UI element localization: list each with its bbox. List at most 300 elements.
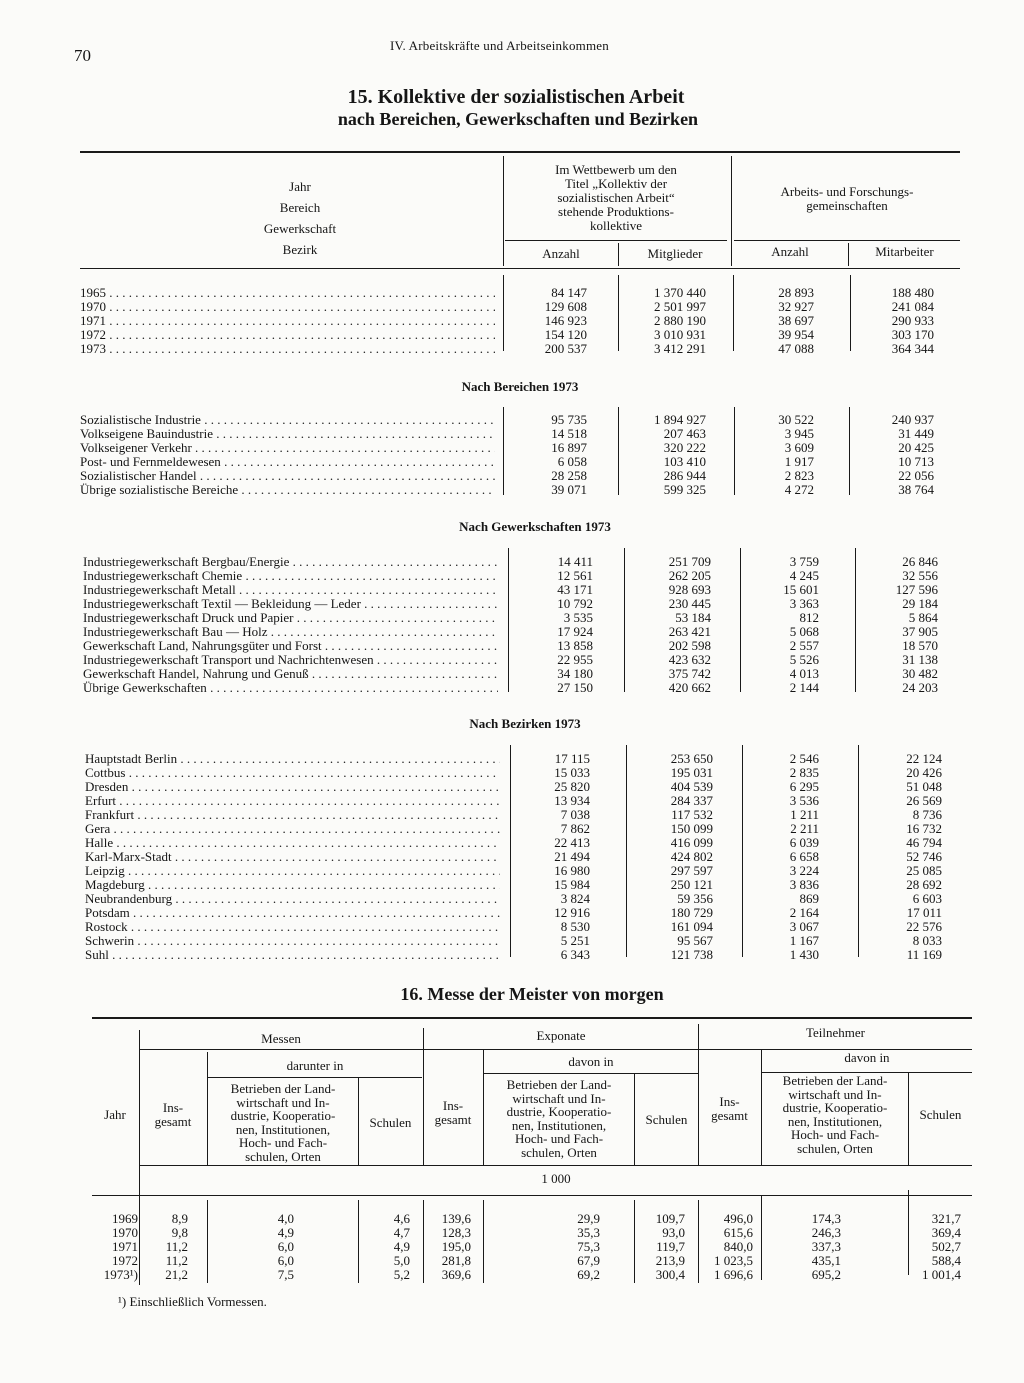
table-row: [0, 300, 1024, 314]
cell-ag-anzahl: 3 759: [789, 554, 819, 569]
betrieben-line4: nen, Institutionen,: [511, 1117, 607, 1133]
cell-mitglieder: 928 693: [668, 582, 711, 597]
insgesamt-line1: Ins-: [719, 1094, 740, 1109]
table-row: [0, 948, 1024, 962]
cell-teilnehmer-betrieben: 246,3: [811, 1225, 841, 1240]
group1-head-line2: Titel „Kollektiv der: [564, 176, 668, 191]
cell-mitarbeiter: 26 569: [906, 793, 942, 808]
cell-anzahl: 200 537: [544, 341, 587, 356]
cell-anzahl: 13 934: [554, 793, 590, 808]
cell-anzahl: 14 518: [551, 426, 587, 441]
table-row: [0, 583, 1024, 597]
cell-mitglieder: 180 729: [670, 905, 713, 920]
table16-subgroup-underline-exponate: [484, 1073, 698, 1074]
row-label: Gewerkschaft Handel, Nahrung und Genuß . . .: [83, 667, 498, 681]
cell-mitglieder: 250 121: [670, 877, 713, 892]
cell-mitarbeiter: 26 846: [902, 554, 938, 569]
cell-messen-insgesamt: 11,2: [165, 1253, 188, 1268]
betrieben-line2: wirtschaft und In-: [236, 1094, 330, 1110]
cell-messen-schulen: 4,7: [393, 1225, 410, 1240]
table-row: [0, 1226, 1024, 1240]
cell-messen-insgesamt: 8,9: [171, 1211, 188, 1226]
cell-mitarbeiter: 46 794: [906, 835, 942, 850]
cell-ag-anzahl: 4 245: [789, 568, 819, 583]
betrieben-line3: dustrie, Kooperatio-: [230, 1108, 336, 1123]
cell-teilnehmer-schulen: 1 001,4: [922, 1267, 961, 1282]
section-head-gewerkschaften: Nach Gewerkschaften 1973: [459, 519, 611, 534]
stub-head-jahr: Jahr: [289, 179, 311, 194]
cell-mitarbeiter: 8 033: [912, 933, 942, 948]
cell-ag-anzahl: 4 272: [784, 482, 814, 497]
table-row: [0, 455, 1024, 469]
cell-mitarbeiter: 303 170: [891, 327, 934, 342]
cell-messen-schulen: 5,2: [393, 1267, 410, 1282]
table-row: [0, 469, 1024, 483]
table-row: [0, 667, 1024, 681]
cell-anzahl: 22 955: [557, 652, 593, 667]
t16-head-exponate-schulen: Schulen: [645, 1112, 688, 1127]
cell-anzahl: 28 258: [551, 468, 587, 483]
cell-mitglieder: 262 205: [668, 568, 711, 583]
cell-teilnehmer-schulen: 321,7: [931, 1211, 961, 1226]
cell-exponate-schulen: 109,7: [655, 1211, 685, 1226]
table15-group2-underline: [734, 240, 960, 241]
cell-ag-anzahl: 2 211: [790, 821, 819, 836]
cell-ag-anzahl: 1 917: [784, 454, 814, 469]
cell-mitglieder: 286 944: [663, 468, 706, 483]
cell-ag-anzahl: 2 835: [789, 765, 819, 780]
section-head-bezirke: Nach Bezirken 1973: [469, 716, 581, 731]
cell-exponate-insgesamt: 128,3: [441, 1225, 471, 1240]
betrieben-line1: Betrieben der Land-: [506, 1077, 612, 1092]
table16-top-rule: [92, 1017, 972, 1019]
cell-anzahl: 17 924: [557, 624, 593, 639]
row-label: Rostock . . .: [85, 920, 500, 934]
row-label: Industriegewerkschaft Druck und Papier . . .: [83, 611, 498, 625]
col-head-mitarbeiter: Mitarbeiter: [875, 244, 934, 259]
cell-teilnehmer-schulen: 588,4: [931, 1253, 961, 1268]
t16-head-teilnehmer-insgesamt: [699, 1095, 760, 1122]
table15-stub-head: [180, 176, 420, 260]
cell-ag-anzahl: 1 167: [789, 933, 819, 948]
betrieben-line4: nen, Institutionen,: [787, 1113, 883, 1129]
cell-mitglieder: 253 650: [670, 751, 713, 766]
cell-anzahl: 13 858: [557, 638, 593, 653]
t16-unit-label: 1 000: [541, 1171, 571, 1186]
row-year: 1973¹): [103, 1267, 138, 1282]
cell-ag-anzahl: 5 068: [789, 624, 819, 639]
cell-mitglieder: 207 463: [663, 426, 706, 441]
cell-teilnehmer-betrieben: 174,3: [811, 1211, 841, 1226]
row-label: Gera . . .: [85, 822, 500, 836]
col-head-anzahl-1: Anzahl: [542, 246, 580, 261]
cell-exponate-insgesamt: 195,0: [441, 1239, 471, 1254]
table-row: [0, 864, 1024, 878]
table15-header-divider-1: [503, 156, 504, 266]
table15-title-line1: 15. Kollektive der sozialistischen Arbeit: [347, 86, 685, 108]
cell-messen-betrieben: 4,9: [277, 1225, 294, 1240]
row-year: 1969: [112, 1211, 138, 1226]
cell-anzahl: 39 071: [551, 482, 587, 497]
cell-teilnehmer-insgesamt: 496,0: [723, 1211, 753, 1226]
row-label: Übrige sozialistische Bereiche . . .: [80, 483, 495, 497]
cell-anzahl: 16 897: [551, 440, 587, 455]
cell-ag-anzahl: 3 836: [789, 877, 819, 892]
t16-head-davon-in-teilnehmer: davon in: [844, 1050, 890, 1065]
table-row: [0, 653, 1024, 667]
betrieben-line1: Betrieben der Land-: [782, 1073, 888, 1088]
cell-anzahl: 5 251: [560, 933, 590, 948]
cell-ag-anzahl: 2 557: [789, 638, 819, 653]
cell-teilnehmer-betrieben: 435,1: [811, 1253, 841, 1268]
table-row: [0, 1240, 1024, 1254]
table15-title-line2: nach Bereichen, Gewerkschaften und Bezirken: [337, 109, 699, 129]
row-label: Frankfurt . . .: [85, 808, 500, 822]
row-year: 1972: [112, 1253, 138, 1268]
group1-head-line3: sozialistischen Arbeit“: [557, 190, 675, 205]
table16-header-bottom-rule: [92, 1195, 972, 1196]
cell-ag-anzahl: 3 536: [789, 793, 819, 808]
row-label: Industriegewerkschaft Textil — Bekleidung — Leder . . .: [83, 597, 498, 611]
row-label: Industriegewerkschaft Bau — Holz . . .: [83, 625, 498, 639]
cell-mitglieder: 195 031: [670, 765, 713, 780]
row-label: Volkseigener Verkehr . . .: [80, 441, 495, 455]
cell-anzahl: 146 923: [544, 313, 587, 328]
cell-mitarbeiter: 8 736: [912, 807, 942, 822]
cell-ag-anzahl: 6 658: [789, 849, 819, 864]
row-label: Potsdam . . .: [85, 906, 500, 920]
cell-anzahl: 14 411: [557, 554, 593, 569]
cell-anzahl: 7 038: [560, 807, 590, 822]
cell-ag-anzahl: 869: [799, 891, 819, 906]
cell-ag-anzahl: 5 526: [789, 652, 819, 667]
cell-anzahl: 3 535: [563, 610, 593, 625]
cell-anzahl: 12 916: [554, 905, 590, 920]
cell-mitarbeiter: 17 011: [906, 905, 942, 920]
betrieben-line6: schulen, Orten: [797, 1140, 873, 1156]
cell-mitarbeiter: 11 169: [906, 947, 942, 962]
cell-mitglieder: 416 099: [670, 835, 713, 850]
t16-head-messen-betrieben: [208, 1082, 358, 1163]
cell-messen-betrieben: 6,0: [277, 1253, 294, 1268]
page-number: 70: [74, 46, 91, 65]
cell-ag-anzahl: 3 363: [789, 596, 819, 611]
cell-anzahl: 25 820: [554, 779, 590, 794]
table-row: [0, 1268, 1024, 1282]
table15-title: [0, 86, 1024, 130]
cell-messen-schulen: 4,9: [393, 1239, 410, 1254]
row-label: Übrige Gewerkschaften . . .: [83, 681, 498, 695]
cell-anzahl: 16 980: [554, 863, 590, 878]
table-row: [0, 794, 1024, 808]
table15-group1-underline: [505, 240, 727, 241]
betrieben-line6: schulen, Orten: [245, 1148, 321, 1164]
table-row: [0, 934, 1024, 948]
cell-mitarbeiter: 38 764: [898, 482, 934, 497]
cell-mitglieder: 103 410: [663, 454, 706, 469]
cell-mitarbeiter: 30 482: [902, 666, 938, 681]
row-label: Industriegewerkschaft Bergbau/Energie . . .: [83, 555, 498, 569]
table16-title: 16. Messe der Meister von morgen: [400, 984, 664, 1004]
section-head-bereiche: Nach Bereichen 1973: [461, 379, 579, 394]
group1-head-line1: Im Wettbewerb um den: [555, 162, 677, 177]
t16-head-exponate-betrieben: [484, 1078, 634, 1159]
table-row: [0, 752, 1024, 766]
table-row: [0, 1212, 1024, 1226]
table-row: [0, 314, 1024, 328]
row-label: Cottbus . . .: [85, 766, 500, 780]
cell-ag-anzahl: 3 945: [784, 426, 814, 441]
cell-ag-anzahl: 3 067: [789, 919, 819, 934]
cell-mitarbeiter: 241 084: [891, 299, 934, 314]
cell-mitarbeiter: 10 713: [898, 454, 934, 469]
row-label: 1972 . . .: [80, 328, 495, 342]
cell-ag-anzahl: 2 823: [784, 468, 814, 483]
cell-mitglieder: 263 421: [668, 624, 711, 639]
t16-head-exponate-insgesamt: [424, 1099, 482, 1126]
cell-exponate-schulen: 93,0: [662, 1225, 685, 1240]
cell-ag-anzahl: 47 088: [778, 341, 814, 356]
cell-teilnehmer-betrieben: 695,2: [811, 1267, 841, 1282]
cell-mitarbeiter: 20 426: [906, 765, 942, 780]
cell-exponate-insgesamt: 139,6: [441, 1211, 471, 1226]
betrieben-line5: Hoch- und Fach-: [238, 1135, 328, 1150]
table-row: [0, 920, 1024, 934]
cell-exponate-betrieben: 35,3: [577, 1225, 600, 1240]
cell-mitarbeiter: 28 692: [906, 877, 942, 892]
row-year: 1971: [112, 1239, 138, 1254]
row-label: Volkseigene Bauindustrie . . .: [80, 427, 495, 441]
row-label: 1965 . . .: [80, 286, 495, 300]
cell-mitglieder: 3 412 291: [654, 341, 706, 356]
table-row: [0, 625, 1024, 639]
cell-messen-schulen: 5,0: [393, 1253, 410, 1268]
cell-ag-anzahl: 1 211: [790, 807, 819, 822]
cell-anzahl: 6 343: [560, 947, 590, 962]
cell-messen-betrieben: 7,5: [277, 1267, 294, 1282]
row-label: Dresden . . .: [85, 780, 500, 794]
cell-messen-insgesamt: 11,2: [165, 1239, 188, 1254]
row-label: Suhl . . .: [85, 948, 500, 962]
cell-mitglieder: 230 445: [668, 596, 711, 611]
row-label: Karl-Marx-Stadt . . .: [85, 850, 500, 864]
cell-mitarbeiter: 22 056: [898, 468, 934, 483]
cell-mitglieder: 1 894 927: [654, 412, 706, 427]
row-label: Halle . . .: [85, 836, 500, 850]
cell-exponate-insgesamt: 281,8: [441, 1253, 471, 1268]
cell-mitglieder: 284 337: [670, 793, 713, 808]
cell-mitarbeiter: 32 556: [902, 568, 938, 583]
row-label: Magdeburg . . .: [85, 878, 500, 892]
cell-ag-anzahl: 15 601: [783, 582, 819, 597]
cell-teilnehmer-insgesamt: 1 023,5: [714, 1253, 753, 1268]
cell-mitglieder: 423 632: [668, 652, 711, 667]
stub-head-gewerkschaft: Gewerkschaft: [263, 221, 337, 236]
group1-head-line4: stehende Produktions-: [558, 204, 674, 219]
cell-anzahl: 95 735: [551, 412, 587, 427]
table-row: [0, 555, 1024, 569]
cell-mitglieder: 3 010 931: [654, 327, 706, 342]
cell-mitarbeiter: 127 596: [895, 582, 938, 597]
row-label: 1973 . . .: [80, 342, 495, 356]
t16-head-teilnehmer: Teilnehmer: [805, 1025, 865, 1040]
table-row: [0, 569, 1024, 583]
cell-mitarbeiter: 6 603: [912, 891, 942, 906]
cell-exponate-insgesamt: 369,6: [441, 1267, 471, 1282]
row-label: Industriegewerkschaft Transport und Nachrichtenwesen . . .: [83, 653, 498, 667]
cell-anzahl: 21 494: [554, 849, 590, 864]
cell-anzahl: 17 115: [554, 751, 590, 766]
cell-mitglieder: 2 501 997: [654, 299, 706, 314]
t16-head-jahr: Jahr: [104, 1107, 126, 1122]
betrieben-line1: Betrieben der Land-: [230, 1081, 336, 1096]
table15-top-rule: [80, 151, 960, 153]
cell-mitglieder: 95 567: [677, 933, 713, 948]
betrieben-line5: Hoch- und Fach-: [514, 1131, 604, 1146]
t16-head-messen-insgesamt: [140, 1101, 206, 1128]
cell-ag-anzahl: 4 013: [789, 666, 819, 681]
cell-ag-anzahl: 6 295: [789, 779, 819, 794]
cell-ag-anzahl: 30 522: [778, 412, 814, 427]
row-label: Industriegewerkschaft Metall . . .: [83, 583, 498, 597]
row-label: Hauptstadt Berlin . . .: [85, 752, 500, 766]
cell-anzahl: 154 120: [544, 327, 587, 342]
table-row: [0, 342, 1024, 356]
cell-anzahl: 15 984: [554, 877, 590, 892]
table-row: [0, 328, 1024, 342]
cell-mitarbeiter: 37 905: [902, 624, 938, 639]
table-row: [0, 1254, 1024, 1268]
cell-exponate-betrieben: 69,2: [577, 1267, 600, 1282]
cell-teilnehmer-betrieben: 337,3: [811, 1239, 841, 1254]
cell-mitarbeiter: 22 124: [906, 751, 942, 766]
insgesamt-line2: gesamt: [434, 1111, 472, 1127]
row-label: Sozialistische Industrie . . .: [80, 413, 495, 427]
betrieben-line2: wirtschaft und In-: [788, 1086, 882, 1102]
cell-mitarbeiter: 52 746: [906, 849, 942, 864]
cell-ag-anzahl: 6 039: [789, 835, 819, 850]
cell-mitarbeiter: 240 937: [891, 412, 934, 427]
col-head-anzahl-2: Anzahl: [771, 244, 809, 259]
cell-exponate-schulen: 300,4: [655, 1267, 685, 1282]
cell-anzahl: 84 147: [551, 285, 587, 300]
cell-mitarbeiter: 29 184: [902, 596, 938, 611]
cell-mitglieder: 150 099: [670, 821, 713, 836]
cell-mitglieder: 2 880 190: [654, 313, 706, 328]
cell-mitglieder: 202 598: [668, 638, 711, 653]
table16-divider-3: [423, 1028, 424, 1165]
row-label: Post- und Fernmeldewesen . . .: [80, 455, 495, 469]
group2-head-line2: gemeinschaften: [806, 198, 888, 213]
table-row: [0, 639, 1024, 653]
cell-mitglieder: 420 662: [668, 680, 711, 695]
cell-mitglieder: 404 539: [670, 779, 713, 794]
row-label: Industriegewerkschaft Chemie . . .: [83, 569, 498, 583]
cell-exponate-betrieben: 67,9: [577, 1253, 600, 1268]
cell-exponate-betrieben: 29,9: [577, 1211, 600, 1226]
cell-mitarbeiter: 31 138: [902, 652, 938, 667]
table-row: [0, 427, 1024, 441]
stub-head-bereich: Bereich: [279, 200, 321, 215]
cell-mitglieder: 375 742: [668, 666, 711, 681]
cell-messen-betrieben: 6,0: [277, 1239, 294, 1254]
row-label: Sozialistischer Handel . . .: [80, 469, 495, 483]
footnote: ¹) Einschließlich Vormessen.: [118, 1294, 267, 1309]
cell-mitarbeiter: 51 048: [906, 779, 942, 794]
table15-header-bottom-rule: [80, 268, 960, 269]
cell-teilnehmer-insgesamt: 615,6: [723, 1225, 753, 1240]
cell-anzahl: 129 608: [544, 299, 587, 314]
cell-ag-anzahl: 2 546: [789, 751, 819, 766]
row-year: 1970: [112, 1225, 138, 1240]
cell-ag-anzahl: 2 144: [789, 680, 819, 695]
row-label: Neubrandenburg . . .: [85, 892, 500, 906]
cell-messen-schulen: 4,6: [393, 1211, 410, 1226]
cell-mitarbeiter: 16 732: [906, 821, 942, 836]
table16-subgroup-underline-messen: [208, 1077, 422, 1078]
cell-anzahl: 15 033: [554, 765, 590, 780]
table-row: [0, 483, 1024, 497]
table-row: [0, 611, 1024, 625]
table-row: [0, 286, 1024, 300]
cell-mitarbeiter: 188 480: [891, 285, 934, 300]
cell-anzahl: 34 180: [557, 666, 593, 681]
table-row: [0, 892, 1024, 906]
cell-mitarbeiter: 24 203: [902, 680, 938, 695]
cell-mitglieder: 161 094: [670, 919, 713, 934]
table-row: [0, 441, 1024, 455]
cell-anzahl: 12 561: [557, 568, 593, 583]
cell-mitglieder: 53 184: [675, 610, 711, 625]
insgesamt-line1: Ins-: [442, 1098, 464, 1113]
table-row: [0, 780, 1024, 794]
cell-ag-anzahl: 3 609: [784, 440, 814, 455]
running-head: IV. Arbeitskräfte und Arbeitseinkommen: [390, 38, 609, 53]
row-label: Leipzig . . .: [85, 864, 500, 878]
cell-teilnehmer-insgesamt: 840,0: [723, 1239, 753, 1254]
cell-anzahl: 22 413: [554, 835, 590, 850]
row-label: 1971 . . .: [80, 314, 495, 328]
cell-anzahl: 43 171: [557, 582, 593, 597]
insgesamt-line2: gesamt: [154, 1113, 192, 1129]
cell-mitarbeiter: 290 933: [891, 313, 934, 328]
t16-head-messen-schulen: Schulen: [369, 1115, 412, 1130]
cell-exponate-betrieben: 75,3: [577, 1239, 600, 1254]
cell-mitglieder: 251 709: [668, 554, 711, 569]
table-row: [0, 878, 1024, 892]
betrieben-line5: Hoch- und Fach-: [790, 1127, 880, 1142]
row-label: Erfurt . . .: [85, 794, 500, 808]
table15-group2-head: [734, 185, 960, 213]
cell-mitarbeiter: 31 449: [898, 426, 934, 441]
table-row: [0, 413, 1024, 427]
cell-mitarbeiter: 25 085: [906, 863, 942, 878]
t16-head-davon-in-exponate: davon in: [568, 1054, 614, 1069]
table16-unit-top-rule: [140, 1165, 972, 1166]
cell-teilnehmer-insgesamt: 1 696,6: [714, 1267, 753, 1282]
cell-mitglieder: 599 325: [663, 482, 706, 497]
cell-mitglieder: 1 370 440: [654, 285, 706, 300]
cell-anzahl: 3 824: [560, 891, 590, 906]
cell-ag-anzahl: 812: [799, 610, 819, 625]
row-label: 1970 . . .: [80, 300, 495, 314]
cell-mitarbeiter: 18 570: [902, 638, 938, 653]
cell-anzahl: 8 530: [560, 919, 590, 934]
cell-mitglieder: 121 738: [670, 947, 713, 962]
cell-mitglieder: 117 532: [671, 807, 713, 822]
betrieben-line3: dustrie, Kooperatio-: [782, 1100, 888, 1115]
cell-ag-anzahl: 32 927: [778, 299, 814, 314]
